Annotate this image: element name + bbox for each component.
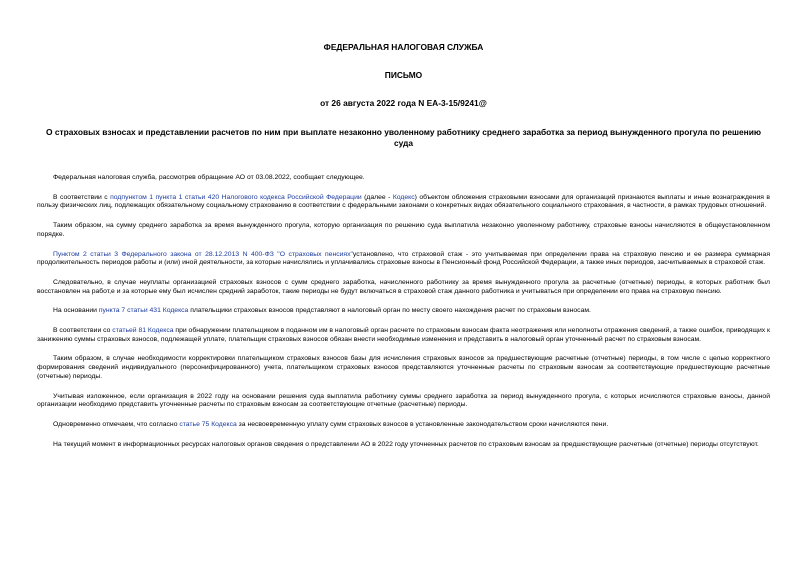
- link-article-75[interactable]: статье 75 Кодекса: [179, 420, 237, 428]
- link-law-400-fz[interactable]: Пунктом 2 статьи 3 Федерального закона от 28.12.2013 N 400-ФЗ "О страховых пенсиях": [53, 250, 353, 258]
- link-tax-code[interactable]: Кодекс: [392, 193, 415, 201]
- paragraph-7: [37, 327, 770, 344]
- link-article-420[interactable]: подпунктом 1 пункта 1 статьи 420 Налогового кодекса Российской Федерации: [110, 193, 362, 201]
- paragraph-7-text-b: при обнаружении плательщиком в поданном им в налоговый орган расчете по страховым взносам факта неотражения или неполноты отражения сведений, а также ошибок, приводящих к занижению суммы страховых взносов, подлежащей уплате, плательщик страховых взносов обязан внести необходимые изменения и представить в налоговый орган уточненный расчет по страховым взносам.: [37, 327, 771, 343]
- paragraph-4: [37, 251, 770, 268]
- paragraph-6-text-a: На основании: [53, 307, 99, 315]
- paragraph-5: Следовательно, в случае неуплаты организацией страховых взносов с сумм среднего заработка, начисленного работнику за время вынужденного прогула за расчетные (отчетные) периоды, в которых работник был восстановлен на работ,е и за которые ему был исчислен средний заработок, такие периоды не будут включаться в страховой стаж данного работника и учитываться при определении его права на страховую пенсию.: [37, 278, 770, 295]
- link-article-81[interactable]: статьей 81 Кодекса: [112, 327, 174, 335]
- paragraph-2: [37, 194, 770, 211]
- paragraph-7-text-a: В соответствии со: [53, 327, 113, 335]
- paragraph-1: Федеральная налоговая служба, рассмотрев обращение АО от 03.08.2022, сообщает следующее.: [53, 174, 365, 181]
- paragraph-2-text-b: (далее -: [361, 193, 393, 201]
- paragraph-6: [37, 307, 770, 316]
- paragraph-10: [37, 421, 770, 430]
- paragraph-10-text-b: за несвоевременную уплату сумм страховых взносов в установленные законодательством сроки начисляются пени.: [236, 420, 609, 428]
- paragraph-10-text-a: Одновременно отмечаем, что согласно: [53, 420, 180, 428]
- paragraph-2-text-c: ) объектом обложения страховыми взносами для организаций признаются выплаты и иные вознаграждения в пользу физических лиц, подлежащих обязательному социальному страхованию в соответствии с федеральными законами о конкретных видах обязательного социального страхования, в частности, в рамках трудовых отношений.: [37, 193, 770, 210]
- agency-name: ФЕДЕРАЛЬНАЯ НАЛОГОВАЯ СЛУЖБА: [323, 42, 484, 52]
- paragraph-2-text-a: В соответствии с: [53, 193, 111, 201]
- document-date-number: от 26 августа 2022 года N ЕА-3-15/9241@: [320, 98, 487, 108]
- paragraph-6-text-b: плательщики страховых взносов представляют в налоговый орган по месту своего нахождения расчет по страховым взносам.: [188, 307, 591, 315]
- paragraph-3: Таким образом, на сумму среднего заработка за время вынужденного прогула, которую организация по решению суда выплатила незаконно уволенному работнику, страховые взносы начисляются в общеустановленном порядке.: [37, 222, 770, 238]
- link-article-431[interactable]: пункта 7 статьи 431 Кодекса: [98, 307, 189, 315]
- document-subject: О страховых взносах и представлении расчетов по ним при выплате незаконно уволенному работнику среднего заработка за период вынужденного прогула по решению суда: [46, 127, 761, 148]
- paragraph-11: На текущий момент в информационных ресурсах налоговых органов сведения о представлении АО в 2022 году уточненных расчетов по страховым взносам за предшествующие расчетные (отчетные) периоды отсутствуют.: [53, 440, 759, 448]
- document-body: [37, 174, 770, 449]
- paragraph-9: Учитывая изложенное, если организация в 2022 году на основании решения суда выплатила работнику суммы среднего заработка за период вынужденного прогула, с которых исчисляются страховые взносы, данной организации необходимо представить уточненные расчеты по страховым взносам за соответствующие отчетные (расчетные) периоды.: [37, 392, 770, 409]
- paragraph-4-text-b: установлено, что страховой стаж - это учитываемая при определении права на страховую пенсию и ее размера суммарная продолжительность периодов работы и (или) иной деятельности, за которые начислялись и уплачивались страховые взносы в Пенсионный фонд Российской Федерации, а также иных периодов, засчитываемых в страховой стаж.: [37, 250, 770, 267]
- paragraph-8: Таким образом, в случае необходимости корректировки плательщиком страховых взносов базы для исчисления страховых взносов за предшествующие расчетные (отчетные) периоды, в том числе с целью корректного формирования сведений индивидуального (персонифицированного) учета, плательщиком страховых взносов представляются уточненные расчеты по страховым взносам за соответствующие предшествующие расчетные (отчетные) периоды.: [37, 355, 770, 380]
- document-type: ПИСЬМО: [384, 70, 423, 80]
